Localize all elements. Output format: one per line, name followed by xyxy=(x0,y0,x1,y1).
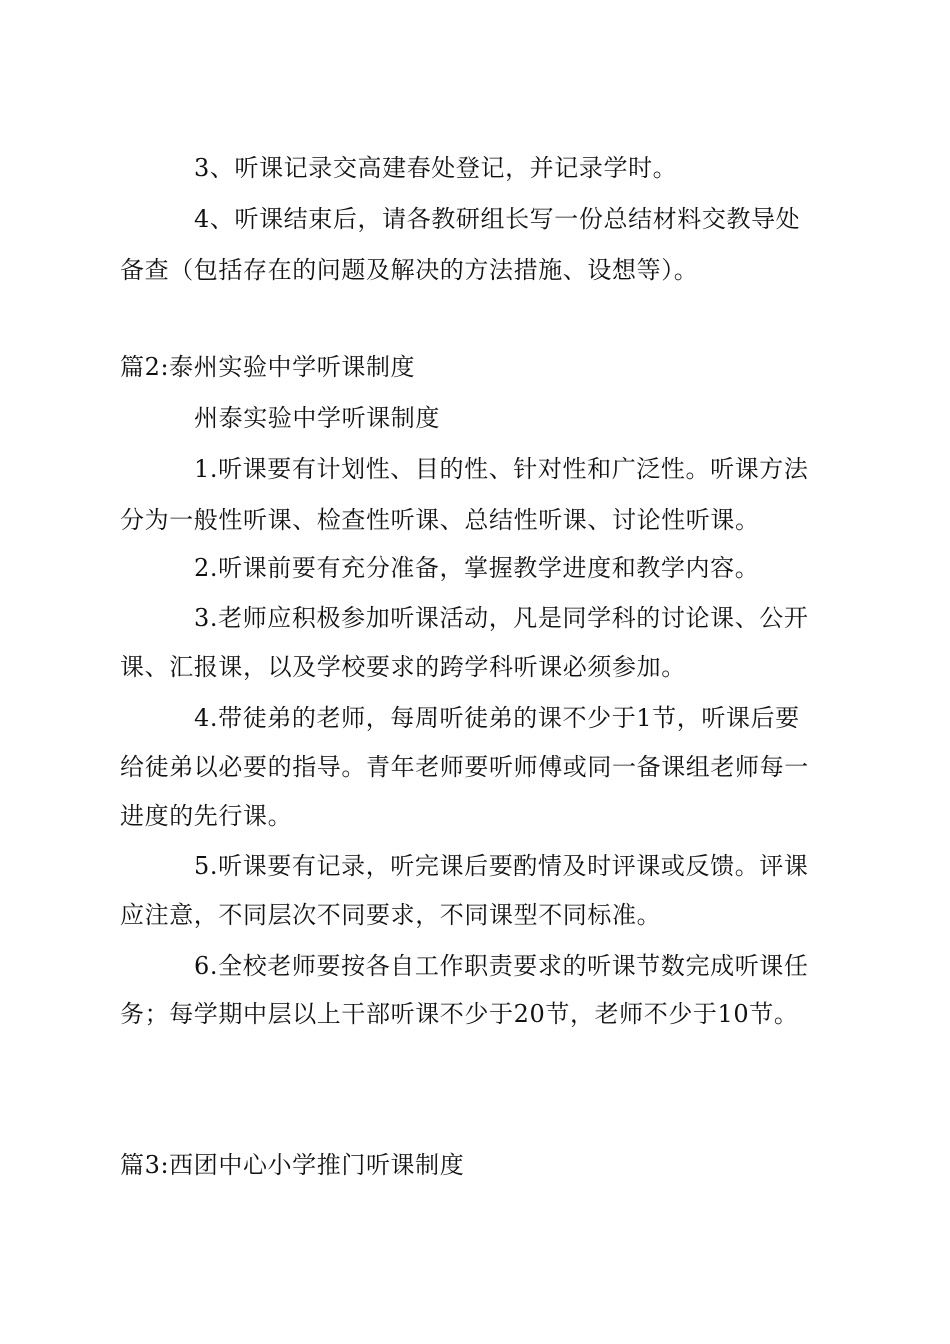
paragraph-line: 给徒弟以必要的指导。青年老师要听师傅或同一备课组老师每一 xyxy=(120,753,809,781)
paragraph-line: 分为一般性听课、检查性听课、总结性听课、讨论性听课。 xyxy=(120,506,760,534)
paragraph-line: 3.老师应积极参加听课活动，凡是同学科的讨论课、公开 xyxy=(194,604,809,632)
paragraph-line: 进度的先行课。 xyxy=(120,802,293,830)
paragraph-line: 4、听课结束后，请各教研组长写一份总结材料交教导处 xyxy=(194,205,801,233)
paragraph-line: 5.听课要有记录，听完课后要酌情及时评课或反馈。评课 xyxy=(194,852,809,880)
paragraph-line: 3、听课记录交高建春处登记，并记录学时。 xyxy=(194,154,678,182)
section-heading: 篇2:泰州实验中学听课制度 xyxy=(120,353,416,381)
paragraph-line: 4.带徒弟的老师，每周听徒弟的课不少于1节，听课后要 xyxy=(194,704,800,732)
paragraph-line: 6.全校老师要按各自工作职责要求的听课节数完成听课任 xyxy=(194,952,809,980)
paragraph-line: 1.听课要有计划性、目的性、针对性和广泛性。听课方法 xyxy=(194,455,809,483)
paragraph-line: 备查（包括存在的问题及解决的方法措施、设想等）。 xyxy=(120,256,699,284)
paragraph-line: 2.听课前要有充分准备，掌握教学进度和教学内容。 xyxy=(194,554,760,582)
section-heading: 篇3:西团中心小学推门听课制度 xyxy=(120,1151,465,1179)
document-title: 州泰实验中学听课制度 xyxy=(194,404,440,432)
paragraph-line: 课、汇报课，以及学校要求的跨学科听课必须参加。 xyxy=(120,653,686,681)
paragraph-line: 应注意，不同层次不同要求，不同课型不同标准。 xyxy=(120,901,662,929)
paragraph-line: 务；每学期中层以上干部听课不少于20节，老师不少于10节。 xyxy=(120,1000,799,1028)
